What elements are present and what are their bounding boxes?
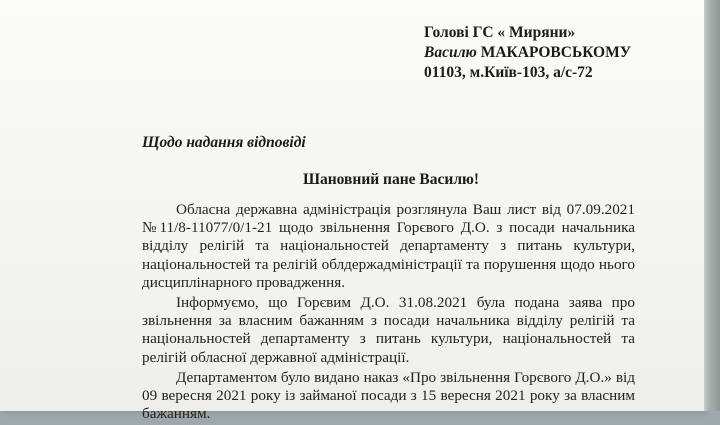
addressee-surname: МАКАРОВСЬКОМУ [480, 44, 632, 61]
letter-greeting: Шановний пане Василю! [302, 171, 480, 188]
addressee-address: 01103, м.Київ-103, а/с-72 [424, 64, 593, 81]
body-paragraph-1: Обласна державна адміністрація розглянула Ваш лист від 07.09.2021 №11/8-11077/0/1-21 щодо звільнення Горєвого Д.О. з посади начальника відділу релігій та національностей департаменту з питань культури, національностей та релігій облдержадміністрації та порушення щодо нього дисциплінарного провадження. [142, 201, 635, 291]
body-paragraph-2: Інформуємо, що Горєвим Д.О. 31.08.2021 була подана заява про звільнення за власним бажанням з посади начальника відділу релігій та національностей департаменту з питань культури, національностей та релігій обласної державної адміністрації. [142, 294, 635, 366]
body-paragraph-3: Департаментом було видано наказ «Про звільнення Горєвого Д.О.» від 09 вересня 2021 року із займаної посади з 15 вересня 2021 року за власним бажанням. [142, 368, 635, 423]
addressee-name [424, 43, 631, 63]
letter-subject: Щодо надання відповіді [142, 134, 306, 151]
addressee-block [424, 23, 631, 83]
addressee-title: Голові ГС « Миряни» [424, 24, 576, 41]
background-surface [704, 0, 720, 411]
addressee-first-name: Василю [424, 44, 481, 61]
letter-body [142, 201, 635, 425]
